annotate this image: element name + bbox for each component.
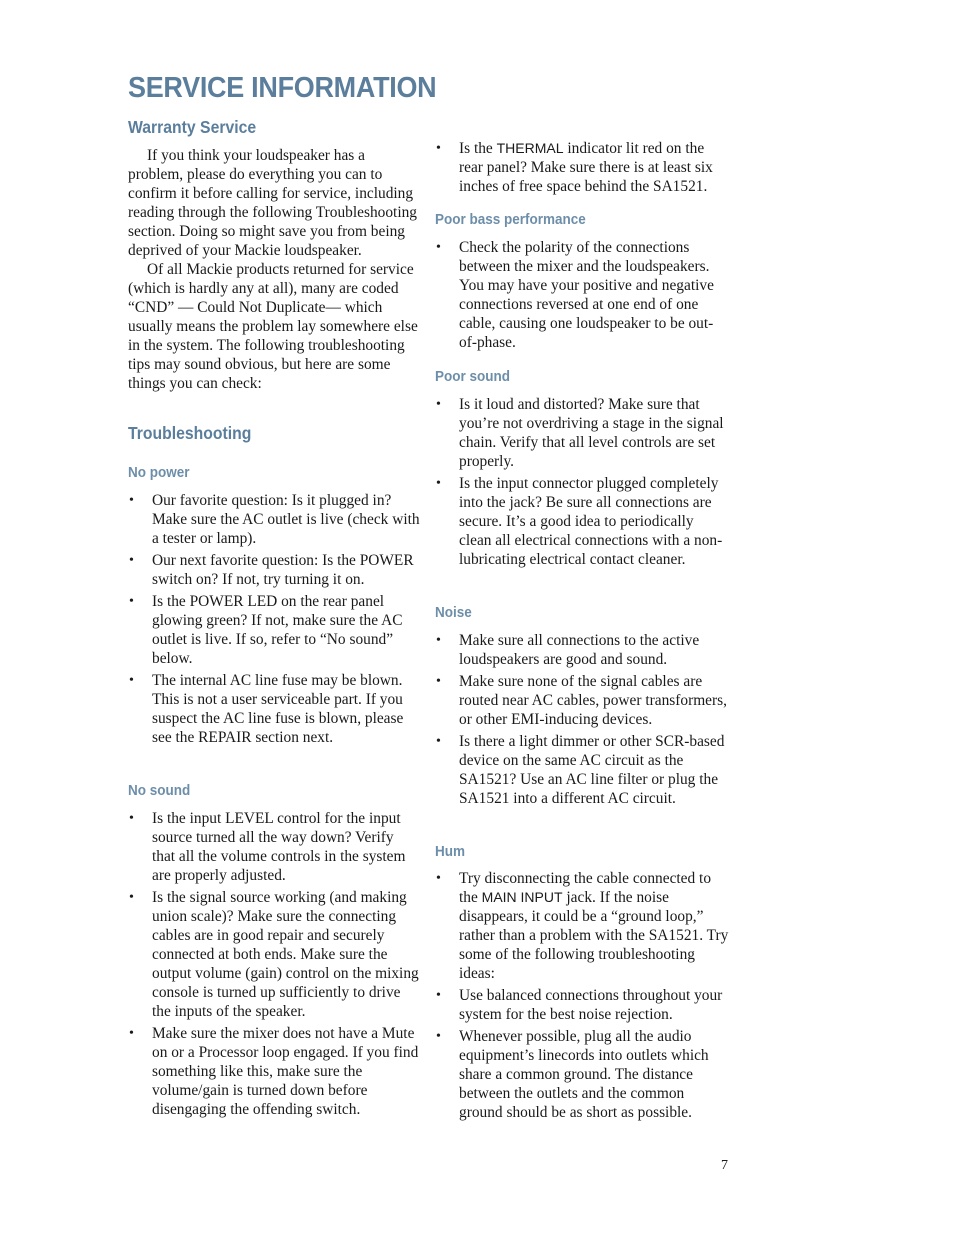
no-sound-list — [128, 809, 420, 1122]
list-item: • Use balanced connections throughout your system for the best noise rejection. — [435, 986, 729, 1024]
warranty-paragraph-1: If you think your loudspeaker has a problem, please do everything you can to confirm it before calling for service, including reading through the following Troubleshooting section. Doing so might save you from being deprived of your Mackie loudspeaker. — [128, 147, 417, 259]
list-item: • Is the input connector plugged completely into the jack? Be sure all connections are secure. It’s a good idea to periodically clean all electrical connections with a non-lubricating electrical contact cleaner. — [435, 474, 729, 569]
list-item — [435, 869, 729, 983]
list-item: • Make sure the mixer does not have a Mute on or a Processor loop engaged. If you find something like this, make sure the volume/gain is turned down before disengaging the offending switch. — [128, 1024, 420, 1119]
noise-list — [435, 631, 729, 811]
troubleshooting-heading: Troubleshooting — [128, 423, 252, 443]
warranty-text — [128, 146, 420, 393]
list-item: • Is there a light dimmer or other SCR-based device on the same AC circuit as the SA1521? Use an AC line filter or plug the SA1521 into a different AC circuit. — [435, 732, 729, 808]
no-sound-heading: No sound — [128, 782, 191, 799]
list-item: • Our next favorite question: Is the POWER switch on? If not, try turning it on. — [128, 551, 420, 589]
hum-text-after: jack. If the noise disappears, it could be a “ground loop,” rather than a problem with the SA1521. Try some of the following troubleshooting ideas: — [459, 889, 729, 982]
hum-text-before: Try disconnecting the cable connected to the — [459, 870, 712, 906]
list-item: • Make sure all connections to the active loudspeakers are good and sound. — [435, 631, 729, 669]
list-item: • Check the polarity of the connections between the mixer and the loudspeakers. You may have your positive and negative connections reversed at one end of one cable, causing one loudspeaker to be out-of-phase. — [435, 238, 729, 352]
thermal-term: THERMAL — [496, 140, 564, 156]
list-item: • Is the POWER LED on the rear panel glowing green? If not, make sure the AC outlet is live. If so, refer to “No sound” below. — [128, 592, 420, 668]
page-number: 7 — [721, 1158, 728, 1173]
warranty-heading: Warranty Service — [128, 117, 257, 137]
no-power-list — [128, 491, 420, 750]
hum-heading: Hum — [435, 843, 466, 860]
poor-bass-list — [435, 238, 729, 355]
list-item: • The internal AC line fuse may be blown. This is not a user serviceable part. If you suspect the AC line fuse is blown, please see the REPAIR section next. — [128, 671, 420, 747]
poor-bass-heading: Poor bass performance — [435, 211, 586, 228]
list-item: • Whenever possible, plug all the audio equipment’s linecords into outlets which share a common ground. The distance between the outlets and the common ground should be as short as possible. — [435, 1027, 729, 1122]
list-item: • Make sure none of the signal cables are routed near AC cables, power transformers, or other EMI-inducing devices. — [435, 672, 729, 729]
list-item — [435, 139, 729, 196]
main-input-term: MAIN INPUT — [481, 889, 563, 905]
thermal-text-before: Is the — [459, 140, 497, 157]
list-item: • Our favorite question: Is it plugged in? Make sure the AC outlet is live (check with a tester or lamp). — [128, 491, 420, 548]
poor-sound-heading: Poor sound — [435, 368, 510, 385]
list-item: • Is the input LEVEL control for the input source turned all the way down? Verify that all the volume controls in the system are properly adjusted. — [128, 809, 420, 885]
poor-sound-list — [435, 395, 729, 572]
hum-list — [435, 869, 729, 1125]
list-item: • Is the signal source working (and making union scale)? Make sure the connecting cables are in good repair and securely connected at both ends. Make sure the output volume (gain) control on the mixing console is turned up sufficiently to drive the inputs of the speaker. — [128, 888, 420, 1021]
thermal-list — [435, 139, 729, 199]
warranty-paragraph-2: Of all Mackie products returned for service (which is hardly any at all), many are coded “CND” — Could Not Duplicate— which usually means the problem lay somewhere else in the system. The following troubleshooting tips may sound obvious, but here are some things you can check: — [128, 261, 418, 392]
noise-heading: Noise — [435, 604, 472, 621]
thermal-text-after: indicator lit red on the rear panel? Make sure there is at least six inches of free space behind the SA1521. — [459, 140, 713, 195]
page-title: SERVICE INFORMATION — [128, 72, 437, 104]
no-power-heading: No power — [128, 464, 190, 481]
list-item: • Is it loud and distorted? Make sure that you’re not overdriving a stage in the signal chain. Verify that all level controls are set properly. — [435, 395, 729, 471]
